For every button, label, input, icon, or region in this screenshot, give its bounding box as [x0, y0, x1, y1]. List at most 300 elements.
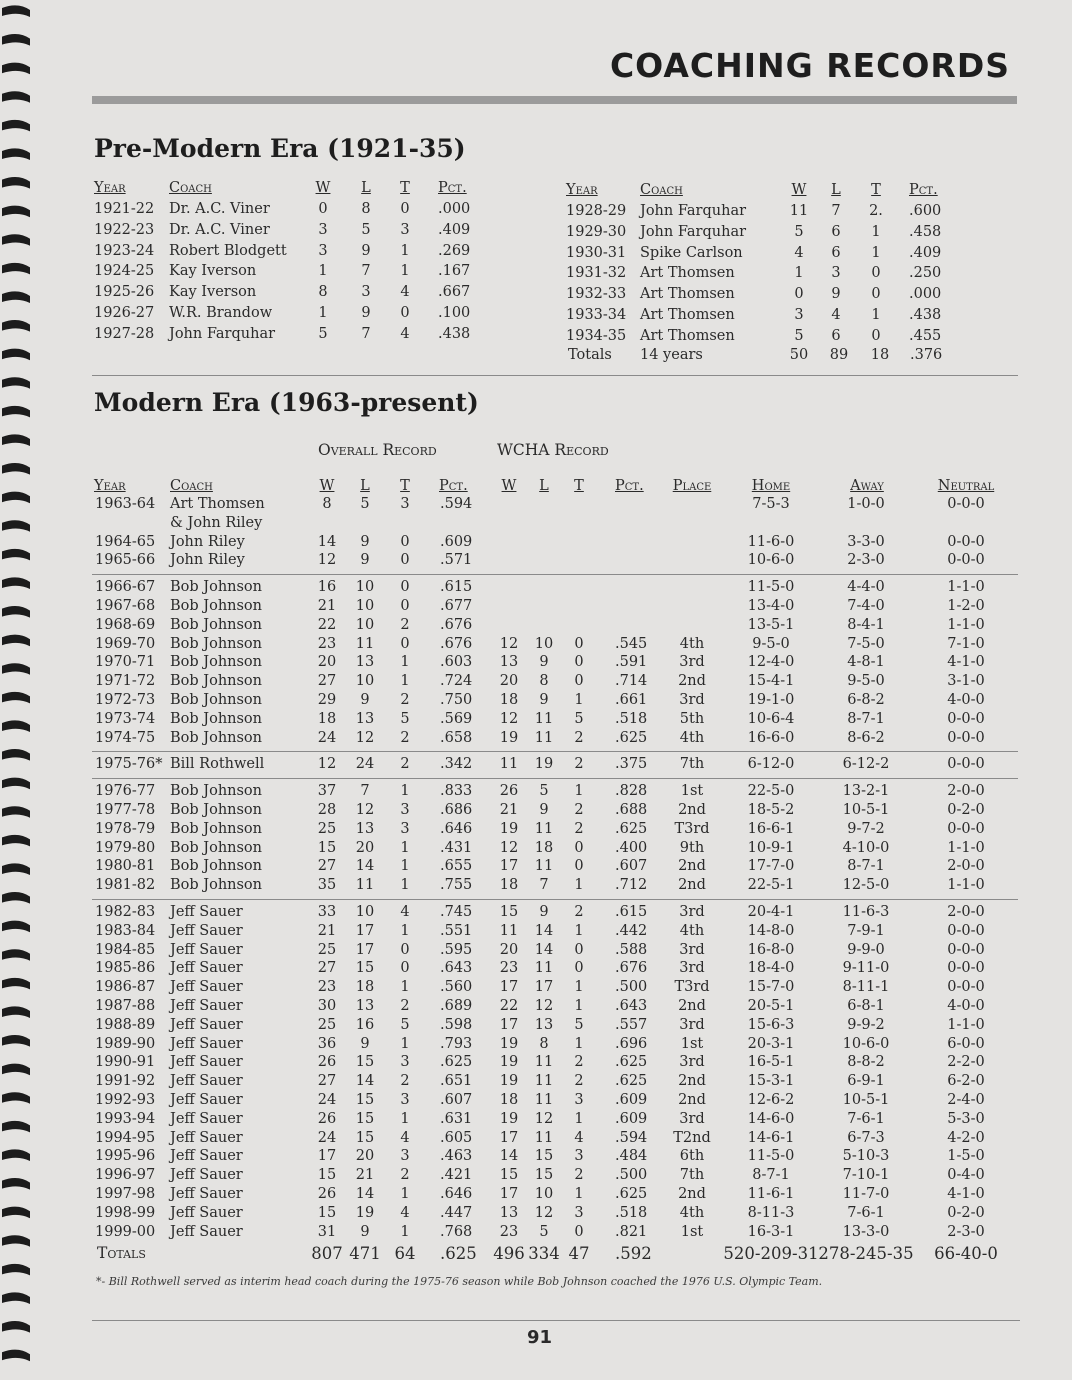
- modern-cell-place: 9th: [679, 839, 705, 856]
- modern-cell-pct: .750: [440, 692, 473, 708]
- modern-cell-wcha-l: 11: [534, 1092, 554, 1108]
- modern-cell-year: 1991-92: [95, 1073, 156, 1090]
- modern-cell-l: 18: [355, 979, 375, 996]
- modern-header-wcha-t: T: [574, 478, 584, 494]
- modern-cell-place: 2nd: [678, 858, 706, 875]
- modern-cell-year: 1996-97: [95, 1167, 156, 1184]
- modern-cell-wcha-pct: .625: [615, 1186, 648, 1202]
- modern-cell-coach: Jeff Sauer: [170, 960, 243, 977]
- modern-cell-coach: Jeff Sauer: [170, 998, 243, 1014]
- modern-cell-pct: .595: [440, 941, 473, 958]
- modern-cell-l: 17: [355, 941, 375, 958]
- modern-cell-coach: Jeff Sauer: [170, 922, 243, 939]
- modern-cell-place: 5th: [679, 710, 705, 727]
- modern-cell-neutral: 2-4-0: [947, 1092, 985, 1108]
- page-title: COACHING RECORDS: [609, 46, 1010, 85]
- modern-cell-wcha-pct: .607: [615, 858, 648, 875]
- modern-cell-neutral: 6-0-0: [947, 1035, 985, 1052]
- modern-cell-wcha-l: 11: [534, 858, 554, 875]
- modern-cell-pct: .598: [440, 1016, 473, 1033]
- modern-cell-coach: Bob Johnson: [170, 858, 263, 875]
- modern-totals-wcha-t: 47: [568, 1244, 590, 1264]
- modern-cell-away: 7-5-0: [847, 635, 885, 652]
- modern-cell-wcha-l: 18: [534, 839, 554, 856]
- modern-cell-t: 3: [400, 1092, 410, 1108]
- modern-cell-l: 15: [355, 1092, 375, 1108]
- modern-cell-wcha-pct: .615: [615, 904, 648, 920]
- modern-cell-wcha-pct: .400: [615, 839, 648, 856]
- modern-cell-place: 2nd: [678, 1092, 706, 1108]
- pre-cell-w: 3: [794, 307, 804, 323]
- modern-cell-away: 6-7-3: [847, 1129, 885, 1146]
- modern-totals-t: 64: [394, 1244, 416, 1264]
- modern-cell-coach: Bob Johnson: [170, 729, 263, 746]
- modern-cell-t: 2: [400, 1073, 410, 1090]
- modern-cell-wcha-w: 18: [499, 1092, 519, 1108]
- pre-cell-l: 5: [361, 221, 371, 238]
- modern-cell-home: 16-3-1: [747, 1223, 795, 1240]
- pre-cell-w: 1: [318, 263, 328, 280]
- modern-cell-t: 1: [400, 839, 410, 856]
- modern-cell-coach: Jeff Sauer: [170, 1223, 243, 1240]
- modern-cell-away: 7-10-1: [842, 1167, 890, 1184]
- modern-cell-neutral: 1-1-0: [947, 839, 985, 856]
- pre-cell-year: 1927-28: [94, 325, 155, 342]
- modern-cell-wcha-t: 2: [574, 802, 584, 818]
- modern-cell-place: 2nd: [678, 802, 706, 818]
- pre-modern-title: Pre-Modern Era (1921-35): [94, 134, 466, 163]
- modern-cell-year: 1974-75: [95, 729, 156, 746]
- pre-cell-pct: .000: [438, 201, 471, 217]
- modern-cell-pct: .686: [440, 802, 473, 818]
- modern-cell-place: 1st: [680, 1035, 704, 1052]
- modern-cell-wcha-pct: .821: [615, 1223, 648, 1240]
- modern-cell-year: 1970-71: [95, 654, 156, 671]
- footnote: *- Bill Rothwell served as interim head coach during the 1975-76 season while Bob Johnson coached the 1976 U.S. Olympic Team.: [96, 1275, 823, 1288]
- modern-cell-wcha-pct: .661: [615, 692, 648, 708]
- pre-cell-year: 1931-32: [566, 265, 627, 282]
- modern-cell-place: 1st: [680, 783, 704, 800]
- modern-cell-wcha-w: 18: [499, 692, 519, 708]
- modern-cell-neutral: 0-4-0: [947, 1167, 985, 1184]
- modern-totals-wcha-w: 496: [493, 1244, 525, 1264]
- modern-cell-neutral: 4-0-0: [947, 998, 985, 1014]
- pre-cell-l: 7: [361, 263, 371, 280]
- modern-cell-wcha-w: 14: [499, 1148, 519, 1165]
- pre-cell-coach: Dr. A.C. Viner: [169, 221, 270, 238]
- modern-cell-t: 1: [400, 1110, 410, 1127]
- modern-cell-pct: .745: [440, 904, 473, 920]
- modern-cell-year: 1982-83: [95, 904, 156, 920]
- modern-cell-home: 15-4-1: [747, 673, 795, 690]
- modern-cell-year: 1965-66: [95, 552, 156, 569]
- modern-cell-neutral: 0-0-0: [947, 756, 985, 773]
- modern-cell-away: 2-3-0: [847, 552, 885, 569]
- modern-cell-neutral: 0-0-0: [947, 820, 985, 837]
- modern-cell-away: 8-6-2: [847, 729, 885, 746]
- pre-cell-year: 1925-26: [94, 284, 155, 301]
- modern-cell-pct: .676: [440, 616, 473, 633]
- pre-cell-coach: Art Thomsen: [640, 307, 735, 323]
- modern-cell-wcha-w: 17: [499, 1016, 519, 1033]
- modern-cell-l: 13: [355, 710, 375, 727]
- modern-cell-wcha-t: 2: [574, 1054, 584, 1071]
- modern-cell-w: 26: [317, 1186, 337, 1202]
- modern-cell-wcha-t: 5: [574, 1016, 584, 1033]
- modern-cell-coach: Bill Rothwell: [170, 756, 265, 773]
- modern-cell-pct: .724: [440, 673, 473, 690]
- modern-cell-neutral: 7-1-0: [947, 635, 985, 652]
- pre-cell-coach: Art Thomsen: [640, 286, 735, 303]
- modern-cell-wcha-w: 12: [499, 635, 519, 652]
- pre-cell-year: 1930-31: [566, 244, 627, 261]
- modern-cell-home: 14-8-0: [747, 922, 795, 939]
- modern-cell-wcha-w: 21: [499, 802, 519, 818]
- modern-cell-away: 8-7-1: [847, 858, 885, 875]
- modern-cell-l: 7: [360, 783, 370, 800]
- modern-cell-t: 2: [400, 729, 410, 746]
- modern-cell-neutral: 1-1-0: [947, 877, 985, 894]
- modern-cell-neutral: 2-3-0: [947, 1223, 985, 1240]
- modern-cell-l: 9: [360, 1223, 370, 1240]
- pre-cell-coach: Art Thomsen: [640, 265, 735, 282]
- modern-cell-home: 7-5-3: [752, 496, 790, 512]
- modern-cell-wcha-w: 12: [499, 710, 519, 727]
- modern-cell-l: 9: [360, 692, 370, 708]
- modern-cell-year: 1969-70: [95, 635, 156, 652]
- modern-cell-wcha-w: 11: [499, 756, 519, 773]
- modern-cell-w: 27: [317, 960, 337, 977]
- pre-cell-w: 1: [318, 305, 328, 321]
- modern-cell-wcha-l: 14: [534, 922, 554, 939]
- modern-cell-wcha-t: 0: [574, 673, 584, 690]
- modern-cell-year: 1987-88: [95, 998, 156, 1014]
- pre-totals-year: Totals: [568, 347, 612, 363]
- modern-cell-wcha-w: 22: [499, 998, 519, 1014]
- modern-cell-home: 15-3-1: [747, 1073, 795, 1090]
- modern-cell-year: 1989-90: [95, 1035, 156, 1052]
- modern-cell-neutral: 4-2-0: [947, 1129, 985, 1146]
- modern-cell-wcha-w: 23: [499, 960, 519, 977]
- modern-header-away: Away: [850, 478, 884, 494]
- modern-cell-pct: .755: [440, 877, 473, 894]
- modern-cell-coach: John Riley: [170, 552, 245, 569]
- modern-cell-pct: .551: [440, 922, 473, 939]
- modern-cell-wcha-l: 8: [539, 673, 549, 690]
- modern-cell-home: 12-4-0: [747, 654, 795, 671]
- modern-cell-t: 1: [400, 858, 410, 875]
- modern-cell-wcha-l: 11: [534, 1129, 554, 1146]
- pre-cell-pct: .438: [909, 307, 942, 323]
- modern-cell-coach: Art Thomsen: [170, 496, 265, 512]
- modern-cell-place: 4th: [679, 1204, 705, 1221]
- modern-cell-pct: .607: [440, 1092, 473, 1108]
- modern-cell-away: 9-5-0: [847, 673, 885, 690]
- modern-cell-place: 7th: [679, 1167, 705, 1184]
- pre-cell-coach: Art Thomsen: [640, 327, 735, 344]
- modern-cell-t: 1: [400, 783, 410, 800]
- modern-cell-wcha-l: 15: [534, 1148, 554, 1165]
- pre-cell-year: 1933-34: [566, 307, 627, 323]
- modern-cell-home: 18-5-2: [747, 802, 795, 818]
- modern-cell-pct: .631: [440, 1110, 473, 1127]
- modern-cell-l: 10: [355, 598, 375, 614]
- pre-cell-w: 4: [794, 244, 804, 261]
- modern-cell-w: 21: [317, 922, 337, 939]
- pre-cell-year: 1921-22: [94, 201, 155, 217]
- pre-cell-coach: Spike Carlson: [640, 244, 743, 261]
- pre-cell-t: 0: [871, 265, 881, 282]
- modern-cell-coach: Bob Johnson: [170, 710, 263, 727]
- pre-cell-w: 3: [318, 242, 328, 259]
- modern-cell-wcha-pct: .625: [615, 820, 648, 837]
- modern-cell-t: 4: [400, 1204, 410, 1221]
- modern-header-neutral: Neutral: [937, 478, 995, 494]
- modern-cell-w: 23: [317, 635, 337, 652]
- modern-cell-wcha-pct: .545: [615, 635, 648, 652]
- modern-cell-home: 8-7-1: [752, 1167, 790, 1184]
- modern-cell-coach: Bob Johnson: [170, 692, 263, 708]
- modern-cell-wcha-pct: .484: [615, 1148, 648, 1165]
- modern-cell-pct: .560: [440, 979, 473, 996]
- modern-cell-home: 19-1-0: [747, 692, 795, 708]
- pre-cell-coach: John Farquhar: [640, 203, 747, 219]
- modern-cell-wcha-pct: .609: [615, 1110, 648, 1127]
- pre-header-l: L: [831, 182, 841, 198]
- modern-cell-l: 14: [355, 858, 375, 875]
- pre-cell-l: 8: [361, 201, 371, 217]
- modern-cell-w: 25: [317, 941, 337, 958]
- pre-cell-t: 2.: [869, 203, 883, 219]
- pre-totals-t: 18: [870, 347, 890, 363]
- modern-cell-away: 11-7-0: [842, 1186, 890, 1202]
- modern-cell-year: 1981-82: [95, 877, 156, 894]
- modern-cell-place: 3rd: [679, 692, 705, 708]
- modern-cell-pct: .643: [440, 960, 473, 977]
- modern-cell-away: 4-8-1: [847, 654, 885, 671]
- modern-cell-away: 8-4-1: [847, 616, 885, 633]
- modern-cell-l: 19: [355, 1204, 375, 1221]
- modern-cell-l: 9: [360, 533, 370, 550]
- modern-cell-pct: .342: [440, 756, 473, 773]
- pre-totals-l: 89: [829, 347, 849, 363]
- modern-cell-wcha-w: 23: [499, 1223, 519, 1240]
- modern-cell-home: 16-6-0: [747, 729, 795, 746]
- pre-header-pct: Pct.: [438, 180, 467, 196]
- modern-cell-wcha-t: 0: [574, 858, 584, 875]
- modern-cell-year: 1992-93: [95, 1092, 156, 1108]
- modern-cell-pct: .603: [440, 654, 473, 671]
- modern-cell-place: 1st: [680, 1223, 704, 1240]
- pre-cell-coach: John Farquhar: [640, 223, 747, 240]
- modern-cell-neutral: 0-0-0: [947, 922, 985, 939]
- modern-cell-l: 13: [355, 654, 375, 671]
- modern-title: Modern Era (1963-present): [94, 388, 479, 417]
- modern-cell-coach: Bob Johnson: [170, 802, 263, 818]
- modern-cell-l: 16: [355, 1016, 375, 1033]
- modern-cell-home: 10-6-0: [747, 552, 795, 569]
- modern-cell-home: 13-4-0: [747, 598, 795, 614]
- modern-cell-pct: .569: [440, 710, 473, 727]
- modern-cell-home: 10-6-4: [747, 710, 795, 727]
- modern-cell-pct: .833: [440, 783, 473, 800]
- modern-cell-wcha-w: 19: [499, 729, 519, 746]
- pre-cell-pct: .455: [909, 327, 942, 344]
- pre-cell-pct: .269: [438, 242, 471, 259]
- modern-cell-home: 20-4-1: [747, 904, 795, 920]
- modern-cell-neutral: 1-5-0: [947, 1148, 985, 1165]
- modern-cell-neutral: 2-0-0: [947, 783, 985, 800]
- modern-cell-wcha-l: 5: [539, 783, 549, 800]
- modern-cell-coach: Bob Johnson: [170, 579, 263, 596]
- pre-cell-pct: .167: [438, 263, 471, 280]
- modern-cell-coach: Jeff Sauer: [170, 1148, 243, 1165]
- modern-cell-wcha-pct: .643: [615, 998, 648, 1014]
- modern-cell-wcha-w: 17: [499, 1129, 519, 1146]
- modern-cell-year: 1971-72: [95, 673, 156, 690]
- pre-cell-pct: .250: [909, 265, 942, 282]
- modern-cell-home: 16-6-1: [747, 820, 795, 837]
- modern-cell-neutral: 5-3-0: [947, 1110, 985, 1127]
- pre-header-year: Year: [566, 182, 598, 198]
- modern-cell-l: 20: [355, 839, 375, 856]
- pre-cell-w: 0: [794, 286, 804, 303]
- pre-cell-t: 1: [871, 307, 881, 323]
- modern-cell-year: 1988-89: [95, 1016, 156, 1033]
- modern-cell-wcha-w: 19: [499, 1073, 519, 1090]
- modern-cell-away: 3-3-0: [847, 533, 885, 550]
- modern-cell-t: 3: [400, 802, 410, 818]
- modern-cell-home: 11-6-0: [747, 533, 795, 550]
- pre-cell-coach: Kay Iverson: [169, 284, 257, 301]
- modern-cell-home: 11-5-0: [747, 1148, 795, 1165]
- modern-cell-t: 2: [400, 616, 410, 633]
- modern-cell-neutral: 0-0-0: [947, 533, 985, 550]
- modern-cell-t: 0: [400, 552, 410, 569]
- pre-cell-t: 0: [400, 201, 410, 217]
- modern-cell-away: 9-11-0: [842, 960, 890, 977]
- pre-header-pct: Pct.: [909, 182, 938, 198]
- modern-cell-coach: Bob Johnson: [170, 783, 263, 800]
- modern-cell-home: 14-6-0: [747, 1110, 795, 1127]
- overall-record-heading: Overall Record: [318, 441, 437, 459]
- pre-cell-w: 5: [794, 327, 804, 344]
- modern-cell-wcha-l: 10: [534, 635, 554, 652]
- modern-cell-w: 26: [317, 1054, 337, 1071]
- modern-cell-wcha-pct: .625: [615, 1054, 648, 1071]
- modern-cell-place: 3rd: [679, 960, 705, 977]
- modern-cell-year: 1986-87: [95, 979, 156, 996]
- modern-cell-place: T3rd: [674, 979, 710, 996]
- modern-cell-away: 6-12-2: [842, 756, 890, 773]
- modern-cell-neutral: 0-0-0: [947, 729, 985, 746]
- modern-cell-wcha-t: 0: [574, 941, 584, 958]
- modern-cell-away: 7-4-0: [847, 598, 885, 614]
- pre-cell-l: 6: [831, 327, 841, 344]
- modern-cell-t: 1: [400, 1186, 410, 1202]
- pre-cell-year: 1922-23: [94, 221, 155, 238]
- modern-cell-home: 10-9-1: [747, 839, 795, 856]
- modern-cell-wcha-pct: .696: [615, 1035, 648, 1052]
- modern-cell-l: 9: [360, 552, 370, 569]
- group-divider: [92, 899, 1018, 900]
- modern-cell-coach: Jeff Sauer: [170, 1073, 243, 1090]
- modern-cell-year: 1985-86: [95, 960, 156, 977]
- modern-cell-wcha-t: 3: [574, 1092, 584, 1108]
- modern-cell-coach: Jeff Sauer: [170, 979, 243, 996]
- pre-cell-pct: .667: [438, 284, 471, 301]
- modern-cell-wcha-l: 14: [534, 941, 554, 958]
- pre-cell-t: 1: [400, 242, 410, 259]
- modern-cell-pct: .421: [440, 1167, 473, 1184]
- modern-totals-home: 520-209-31: [723, 1244, 819, 1264]
- modern-cell-l: 11: [355, 635, 375, 652]
- modern-cell-l: 13: [355, 998, 375, 1014]
- modern-cell-pct: .431: [440, 839, 473, 856]
- spiral-binding: [0, 0, 36, 1380]
- modern-cell-wcha-w: 17: [499, 858, 519, 875]
- modern-cell-w: 16: [317, 579, 337, 596]
- pre-cell-w: 3: [318, 221, 328, 238]
- modern-cell-year: 1963-64: [95, 496, 156, 512]
- pre-cell-year: 1924-25: [94, 263, 155, 280]
- modern-cell-pct: .571: [440, 552, 473, 569]
- pre-cell-t: 4: [400, 284, 410, 301]
- modern-cell-home: 16-5-1: [747, 1054, 795, 1071]
- modern-cell-w: 25: [317, 1016, 337, 1033]
- modern-cell-wcha-t: 4: [574, 1129, 584, 1146]
- modern-cell-wcha-l: 9: [539, 654, 549, 671]
- modern-cell-year: 1968-69: [95, 616, 156, 633]
- modern-cell-wcha-l: 17: [534, 979, 554, 996]
- modern-totals-w: 807: [311, 1244, 343, 1264]
- modern-cell-neutral: 0-2-0: [947, 1204, 985, 1221]
- modern-cell-t: 4: [400, 904, 410, 920]
- modern-cell-wcha-w: 13: [499, 1204, 519, 1221]
- modern-cell-neutral: 0-2-0: [947, 802, 985, 818]
- modern-cell-away: 9-9-0: [847, 941, 885, 958]
- modern-header-wcha-w: W: [501, 478, 517, 494]
- modern-cell-w: 33: [317, 904, 337, 920]
- modern-cell-w: 27: [317, 1073, 337, 1090]
- modern-cell-l: 12: [355, 729, 375, 746]
- modern-cell-wcha-w: 11: [499, 922, 519, 939]
- modern-cell-wcha-w: 19: [499, 820, 519, 837]
- modern-cell-neutral: 4-1-0: [947, 654, 985, 671]
- modern-cell-neutral: 1-1-0: [947, 579, 985, 596]
- modern-cell-coach: Bob Johnson: [170, 820, 263, 837]
- modern-cell-wcha-l: 11: [534, 710, 554, 727]
- modern-cell-w: 15: [317, 1167, 337, 1184]
- modern-cell-wcha-pct: .688: [615, 802, 648, 818]
- modern-cell-year: 1977-78: [95, 802, 156, 818]
- group-divider: [92, 574, 1018, 575]
- modern-cell-coach: Jeff Sauer: [170, 941, 243, 958]
- modern-cell-coach: Jeff Sauer: [170, 1204, 243, 1221]
- modern-header-place: Place: [672, 478, 712, 494]
- modern-header-l: L: [360, 478, 370, 494]
- modern-cell-home: 20-3-1: [747, 1035, 795, 1052]
- modern-cell-wcha-l: 10: [534, 1186, 554, 1202]
- modern-cell-wcha-l: 9: [539, 692, 549, 708]
- modern-cell-coach: Jeff Sauer: [170, 1167, 243, 1184]
- modern-cell-wcha-l: 11: [534, 820, 554, 837]
- modern-cell-home: 16-8-0: [747, 941, 795, 958]
- modern-cell-pct: .793: [440, 1035, 473, 1052]
- modern-cell-l: 20: [355, 1148, 375, 1165]
- pre-cell-l: 9: [361, 305, 371, 321]
- modern-header-pct: Pct.: [439, 478, 468, 494]
